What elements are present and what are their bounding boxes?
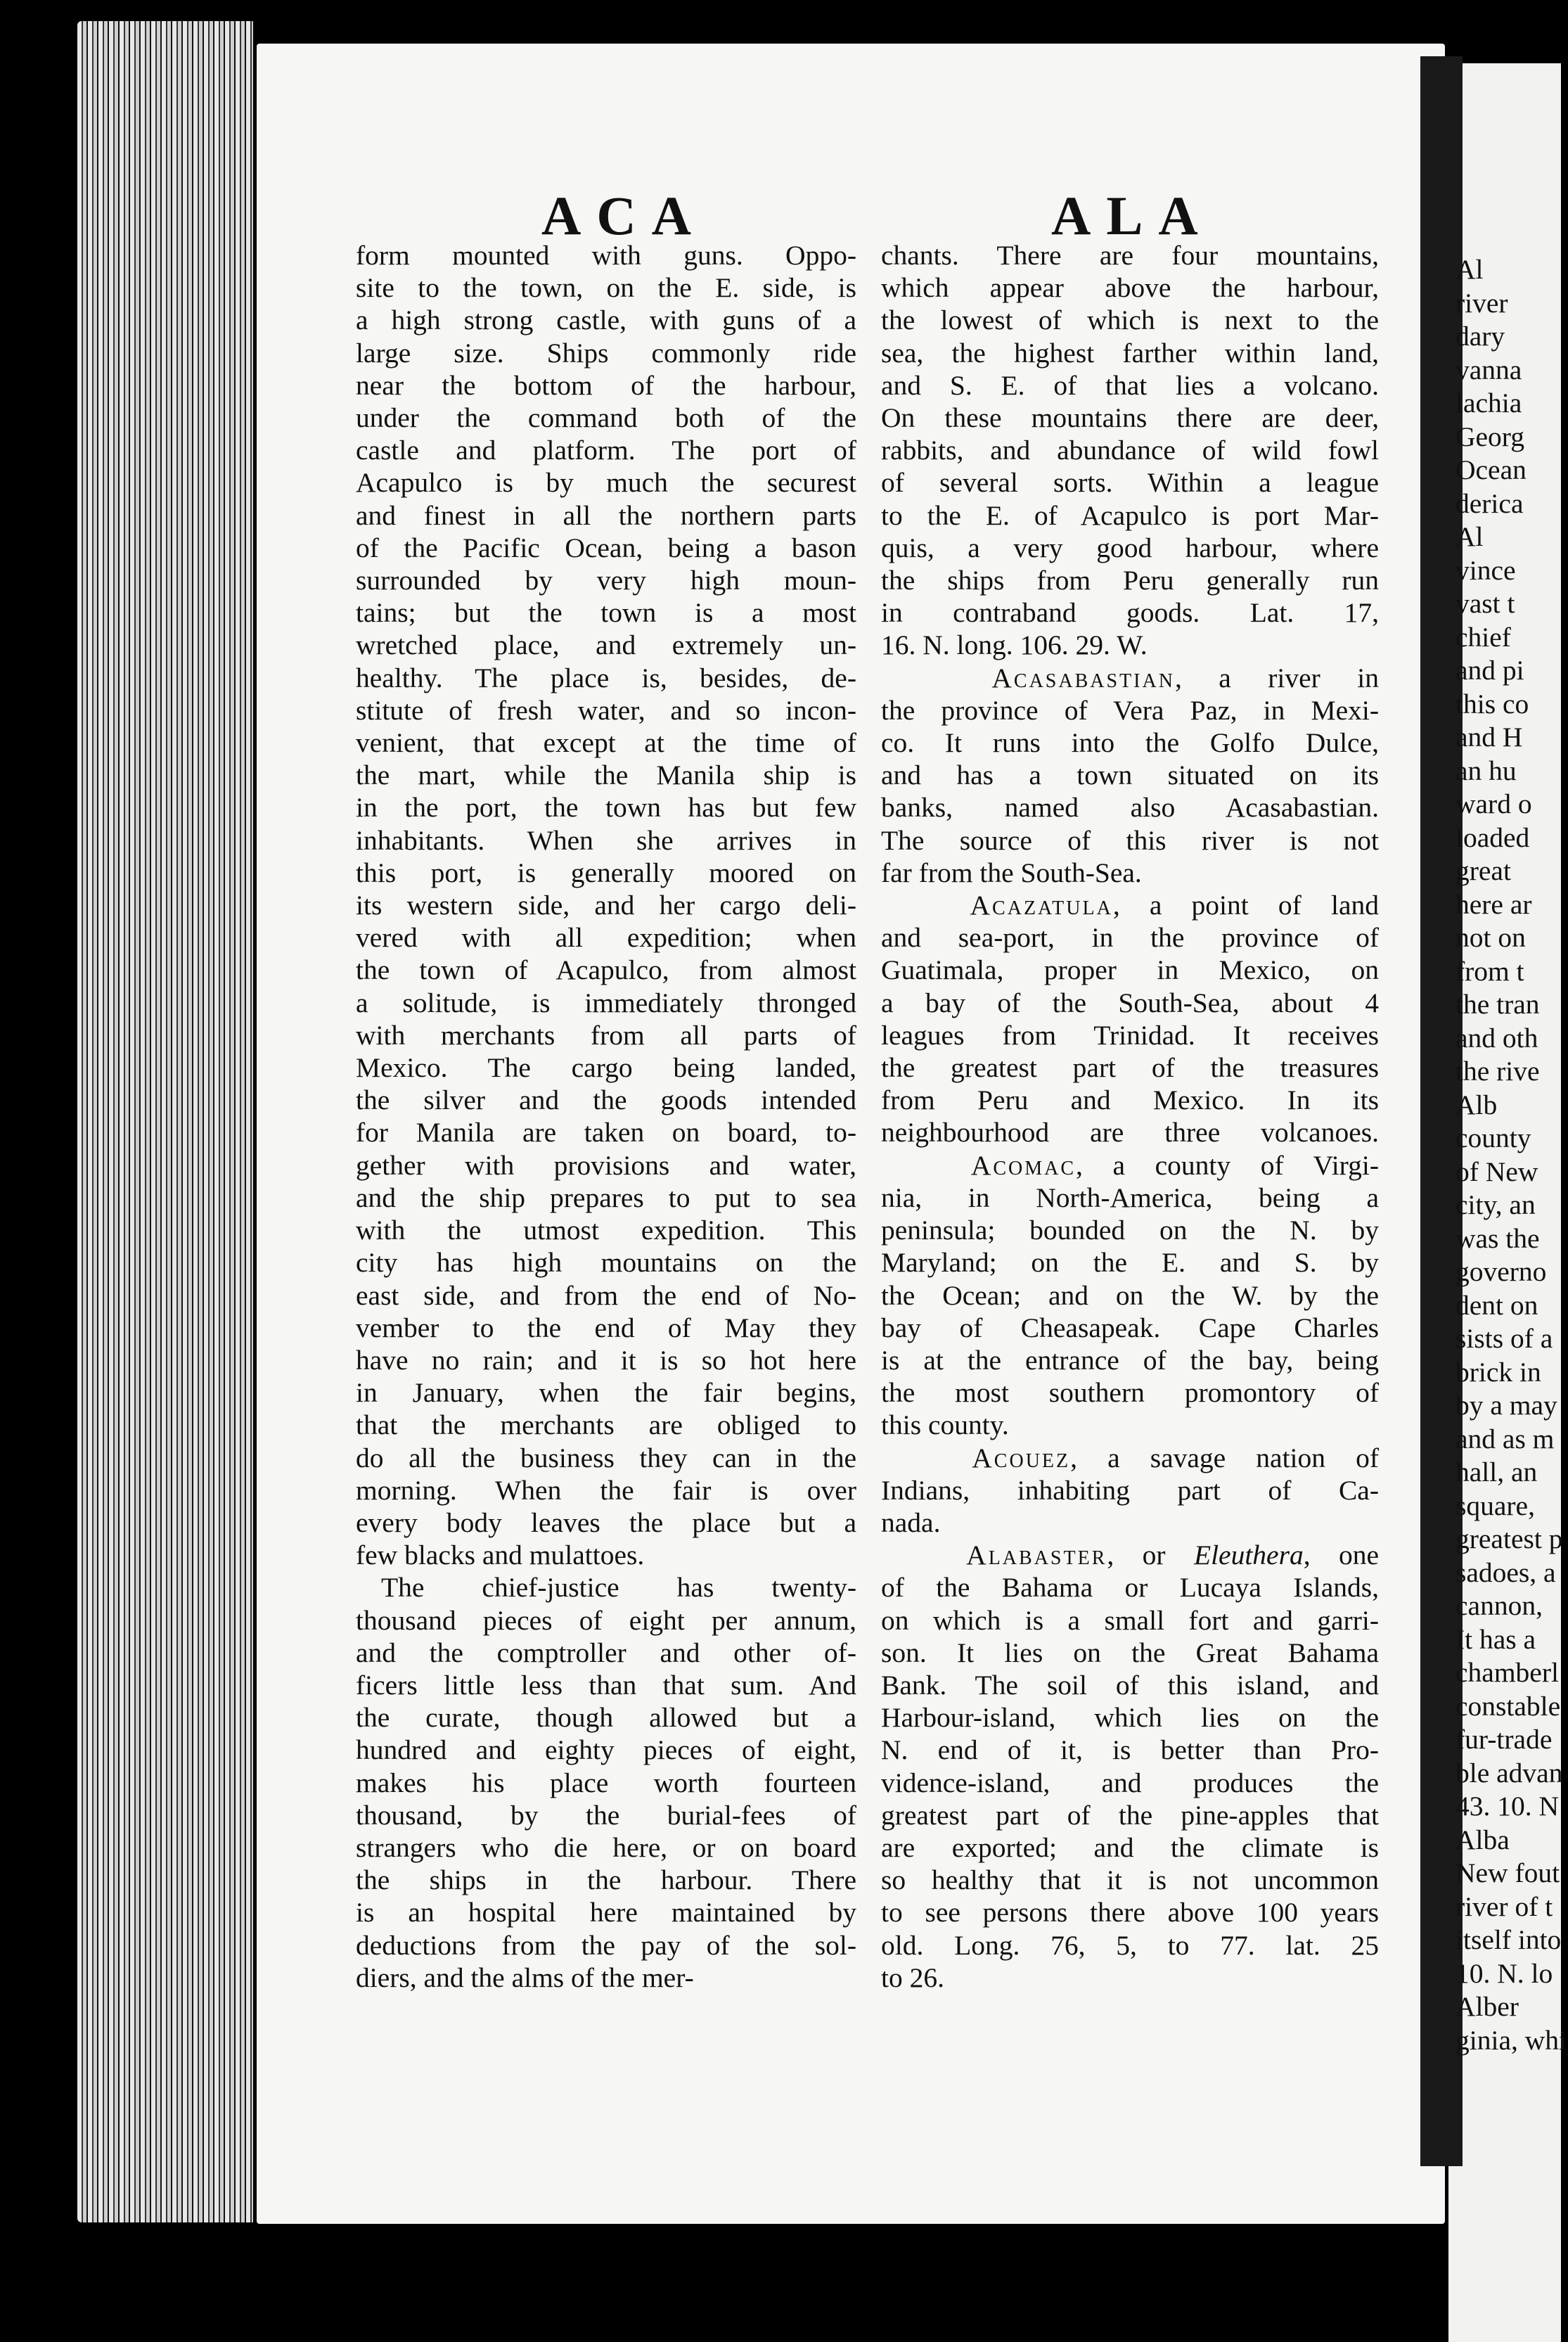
next-page-line: dent on: [1455, 1289, 1538, 1321]
text-line: 16. N. long. 106. 29. W.: [881, 629, 1148, 661]
next-page-line: and H: [1455, 722, 1523, 753]
text-line: under the command both of the: [356, 402, 856, 434]
text-line: for Manila are taken on board, to-: [356, 1117, 856, 1148]
text-line: stitute of fresh water, and so incon-: [356, 694, 856, 726]
next-page-line: vince: [1455, 554, 1516, 586]
next-page-line: cannon,: [1455, 1590, 1543, 1621]
text-line: of the Bahama or Lucaya Islands,: [881, 1572, 1379, 1604]
next-page-line: the rive: [1455, 1056, 1540, 1087]
next-page-line: 10. N. lo: [1455, 1957, 1553, 1989]
text-line: of several sorts. Within a league: [881, 467, 1379, 499]
next-page-line: chief: [1455, 621, 1511, 653]
next-page-line: Alber: [1455, 1991, 1519, 2022]
next-page-line: sists of a: [1455, 1323, 1553, 1354]
text-line: deductions from the pay of the sol-: [356, 1929, 856, 1961]
next-page-line: not on: [1455, 922, 1526, 953]
text-line: is at the entrance of the bay, being: [881, 1344, 1379, 1376]
text-line: the curate, though allowed but a: [356, 1702, 856, 1734]
text-line: and finest in all the northern parts: [356, 499, 856, 531]
next-page-line: dary: [1455, 321, 1505, 352]
text-fragment: , a point of land: [1112, 890, 1379, 921]
text-line: leagues from Trinidad. It receives: [881, 1019, 1379, 1051]
text-fragment: , a savage nation of: [1070, 1442, 1380, 1473]
text-line: site to the town, on the E. side, is: [356, 272, 856, 304]
next-page-line: hall, an: [1455, 1457, 1538, 1487]
next-page-line: of New: [1455, 1156, 1538, 1187]
text-line: have no rain; and it is so hot here: [356, 1344, 856, 1376]
next-page-line: Alba: [1455, 1824, 1510, 1855]
text-line: Harbour-island, which lies on the: [881, 1702, 1379, 1734]
text-line: thousand, by the burial-fees of: [356, 1799, 856, 1831]
text-fragment: , a county of Virgi-: [1076, 1149, 1379, 1181]
next-page-line: greatest p: [1455, 1523, 1563, 1554]
text-line: and the comptroller and other of-: [356, 1637, 856, 1668]
next-page-line: governo: [1455, 1256, 1547, 1287]
text-line: sea, the highest farther within land,: [881, 337, 1379, 369]
text-line: do all the business they can in the: [356, 1442, 856, 1473]
text-fragment: , or: [1107, 1540, 1194, 1571]
page-edges: [77, 21, 253, 2222]
text-line: The chief-justice has twenty-: [381, 1572, 856, 1604]
text-line: vered with all expedition; when: [356, 922, 856, 954]
next-page-line: derica: [1455, 487, 1524, 519]
text-line: east side, and from the end of No-: [356, 1279, 856, 1311]
text-line: quis, a very good harbour, where: [881, 532, 1379, 563]
text-line: a high strong castle, with guns of a: [356, 305, 856, 336]
text-line: hundred and eighty pieces of eight,: [356, 1734, 856, 1766]
next-page-line: this co: [1455, 688, 1529, 719]
next-page-text: [1455, 253, 1568, 2057]
text-line: this port, is generally moored on: [356, 857, 856, 888]
entry-alabaster: [881, 1539, 1379, 1571]
text-line: gether with provisions and water,: [356, 1149, 856, 1181]
text-line: thousand pieces of eight per annum,: [356, 1604, 856, 1636]
next-page-line: 43. 10. N: [1455, 1791, 1560, 1822]
text-line: diers, and the alms of the mer-: [356, 1962, 694, 1993]
next-page-line: Alb: [1455, 1089, 1498, 1120]
text-line: castle and platform. The port of: [356, 435, 856, 466]
text-line: The source of this river is not: [881, 824, 1379, 856]
next-page-line: It has a: [1455, 1623, 1536, 1655]
next-page-line: brick in: [1455, 1356, 1541, 1388]
text-line: Maryland; on the E. and S. by: [881, 1247, 1379, 1279]
text-line: to 26.: [881, 1962, 944, 1993]
next-page-line: chamberl: [1455, 1657, 1559, 1688]
text-line: co. It runs into the Golfo Dulce,: [881, 727, 1379, 759]
entry-acazatula: [881, 889, 1379, 921]
text-line: chants. There are four mountains,: [881, 240, 1379, 271]
text-line: so healthy that it is not uncommon: [881, 1864, 1379, 1896]
next-page-line: vast t: [1455, 588, 1515, 619]
text-line: On these mountains there are deer,: [881, 402, 1379, 434]
text-line: with the utmost expedition. This: [356, 1215, 856, 1246]
text-line: nia, in North-America, being a: [881, 1182, 1379, 1213]
text-line: the lowest of which is next to the: [881, 305, 1379, 336]
text-line: and has a town situated on its: [881, 760, 1379, 791]
text-line: Bank. The soil of this island, and: [881, 1669, 1379, 1701]
text-line: bay of Cheasapeak. Cape Charles: [881, 1312, 1379, 1343]
text-line: the most southern promontory of: [881, 1377, 1379, 1409]
text-line: peninsula; bounded on the N. by: [881, 1215, 1379, 1246]
text-line: ficers little less than that sum. And: [356, 1669, 856, 1701]
next-page-line: fur-trade: [1455, 1724, 1553, 1755]
text-line: which appear above the harbour,: [881, 272, 1379, 304]
text-line: its western side, and her cargo deli-: [356, 890, 856, 921]
text-line: the silver and the goods intended: [356, 1084, 856, 1116]
text-line: the province of Vera Paz, in Mexi-: [881, 694, 1379, 726]
text-column-right: [881, 239, 1379, 1994]
running-head-left: ACA: [541, 185, 707, 246]
text-line: that the merchants are obliged to: [356, 1409, 856, 1441]
text-line: neighbourhood are three volcanoes.: [881, 1117, 1379, 1148]
text-line: to see persons there above 100 years: [881, 1897, 1379, 1928]
text-line: Mexico. The cargo being landed,: [356, 1052, 856, 1084]
entry-headword: Acazatula: [970, 890, 1113, 921]
next-page-line: ginia, whi: [1455, 2024, 1567, 2056]
next-page-line: great: [1455, 855, 1511, 886]
text-line: banks, named also Acasabastian.: [881, 792, 1379, 824]
text-line: rabbits, and abundance of wild fowl: [881, 435, 1379, 466]
next-page-line: sadoes, a: [1455, 1556, 1556, 1588]
text-fragment: , a river in: [1174, 662, 1380, 693]
text-line: Acapulco is by much the securest: [356, 467, 856, 499]
entry-acomac: [881, 1149, 1379, 1182]
next-page-line: from t: [1455, 955, 1524, 987]
text-line: vember to the end of May they: [356, 1312, 856, 1343]
entry-acouez: [881, 1442, 1379, 1474]
entry-headword: Acomac: [970, 1149, 1077, 1181]
entry-headword: Acouez: [972, 1442, 1071, 1473]
text-line: Indians, inhabiting part of Ca-: [881, 1474, 1379, 1506]
text-line: far from the South-Sea.: [881, 857, 1142, 888]
text-line: this county.: [881, 1409, 1009, 1441]
text-line: near the bottom of the harbour,: [356, 369, 856, 401]
text-line: old. Long. 76, 5, to 77. lat. 25: [881, 1929, 1379, 1961]
next-page-line: constable: [1455, 1690, 1561, 1722]
text-line: is an hospital here maintained by: [356, 1897, 856, 1928]
next-page-line: Ocean: [1455, 454, 1527, 485]
next-page-line: loaded: [1455, 821, 1530, 853]
text-line: from Peru and Mexico. In its: [881, 1084, 1379, 1116]
text-line: strangers who die here, or on board: [356, 1831, 856, 1863]
next-page-line: city, an: [1455, 1189, 1536, 1220]
entry-headword: Acasabastian: [991, 662, 1175, 693]
text-line: form mounted with guns. Oppo-: [356, 240, 856, 271]
running-head-right: ALA: [1051, 185, 1214, 246]
text-line: the mart, while the Manila ship is: [356, 760, 856, 791]
next-page-line: New fout: [1455, 1857, 1560, 1888]
next-page-line: and pi: [1455, 655, 1524, 686]
next-page-line: square,: [1455, 1490, 1535, 1521]
text-line: of the Pacific Ocean, being a bason: [356, 532, 856, 563]
text-line: are exported; and the climate is: [881, 1831, 1379, 1863]
next-page-line: Georg: [1455, 421, 1524, 452]
next-page-line: and oth: [1455, 1022, 1538, 1054]
text-line: on which is a small fort and garri-: [881, 1604, 1379, 1636]
next-page-line: lachia: [1455, 388, 1522, 418]
next-page-line: itself into: [1455, 1924, 1562, 1955]
text-line: nada.: [881, 1506, 941, 1538]
text-line: the ships from Peru generally run: [881, 565, 1379, 596]
text-fragment: , one: [1303, 1540, 1379, 1571]
next-page-line: Al: [1455, 254, 1484, 285]
next-page-line: river of t: [1455, 1890, 1553, 1922]
text-line: every body leaves the place but a: [356, 1506, 856, 1538]
text-line: makes his place worth fourteen: [356, 1767, 856, 1798]
text-line: with merchants from all parts of: [356, 1019, 856, 1051]
text-line: a solitude, is immediately thronged: [356, 987, 856, 1018]
text-line: healthy. The place is, besides, de-: [356, 662, 856, 693]
entry-headword: Alabaster: [966, 1540, 1107, 1571]
entry-alt-name: Eleuthera: [1193, 1540, 1304, 1571]
next-page-line: by a may: [1455, 1390, 1557, 1421]
text-line: tains; but the town is a most: [356, 597, 856, 629]
text-line: wretched place, and extremely un-: [356, 629, 856, 661]
next-page-line: vanna: [1455, 354, 1522, 385]
next-page-line: and as m: [1455, 1423, 1555, 1454]
text-line: the greatest part of the treasures: [881, 1052, 1379, 1084]
text-column-left: [356, 239, 856, 1994]
text-line: to the E. of Acapulco is port Mar-: [881, 499, 1379, 531]
next-page-line: the tran: [1455, 989, 1540, 1020]
text-line: city has high mountains on the: [356, 1247, 856, 1279]
next-page-line: was the: [1455, 1222, 1540, 1254]
next-page-line: here ar: [1455, 888, 1532, 920]
text-line: N. end of it, is better than Pro-: [881, 1734, 1379, 1766]
next-page-line: ward o: [1455, 788, 1532, 819]
text-line: greatest part of the pine-apples that: [881, 1799, 1379, 1831]
text-line: the town of Acapulco, from almost: [356, 954, 856, 986]
next-page-line: river: [1455, 287, 1508, 319]
text-line: and sea-port, in the province of: [881, 922, 1379, 954]
text-line: few blacks and mulattoes.: [356, 1540, 645, 1571]
text-line: son. It lies on the Great Bahama: [881, 1637, 1379, 1668]
text-line: morning. When the fair is over: [356, 1474, 856, 1506]
next-page-line: an hu: [1455, 755, 1517, 786]
text-line: vidence-island, and produces the: [881, 1767, 1379, 1798]
text-line: large size. Ships commonly ride: [356, 337, 856, 369]
text-line: in contraband goods. Lat. 17,: [881, 597, 1379, 629]
entry-acasabastian: [881, 662, 1379, 694]
next-page-line: Al: [1455, 521, 1484, 552]
next-page-line: county: [1455, 1122, 1531, 1153]
text-line: the Ocean; and on the W. by the: [881, 1279, 1379, 1311]
text-line: a bay of the South-Sea, about 4: [881, 987, 1379, 1018]
text-line: in January, when the fair begins,: [356, 1377, 856, 1409]
text-line: surrounded by very high moun-: [356, 565, 856, 596]
next-page-line: ble advan: [1455, 1757, 1563, 1789]
text-line: the ships in the harbour. There: [356, 1864, 856, 1896]
text-line: and S. E. of that lies a volcano.: [881, 369, 1379, 401]
text-line: venient, that except at the time of: [356, 727, 856, 759]
text-line: and the ship prepares to put to sea: [356, 1182, 856, 1213]
text-line: inhabitants. When she arrives in: [356, 824, 856, 856]
text-line: Guatimala, proper in Mexico, on: [881, 954, 1379, 986]
text-line: in the port, the town has but few: [356, 792, 856, 824]
